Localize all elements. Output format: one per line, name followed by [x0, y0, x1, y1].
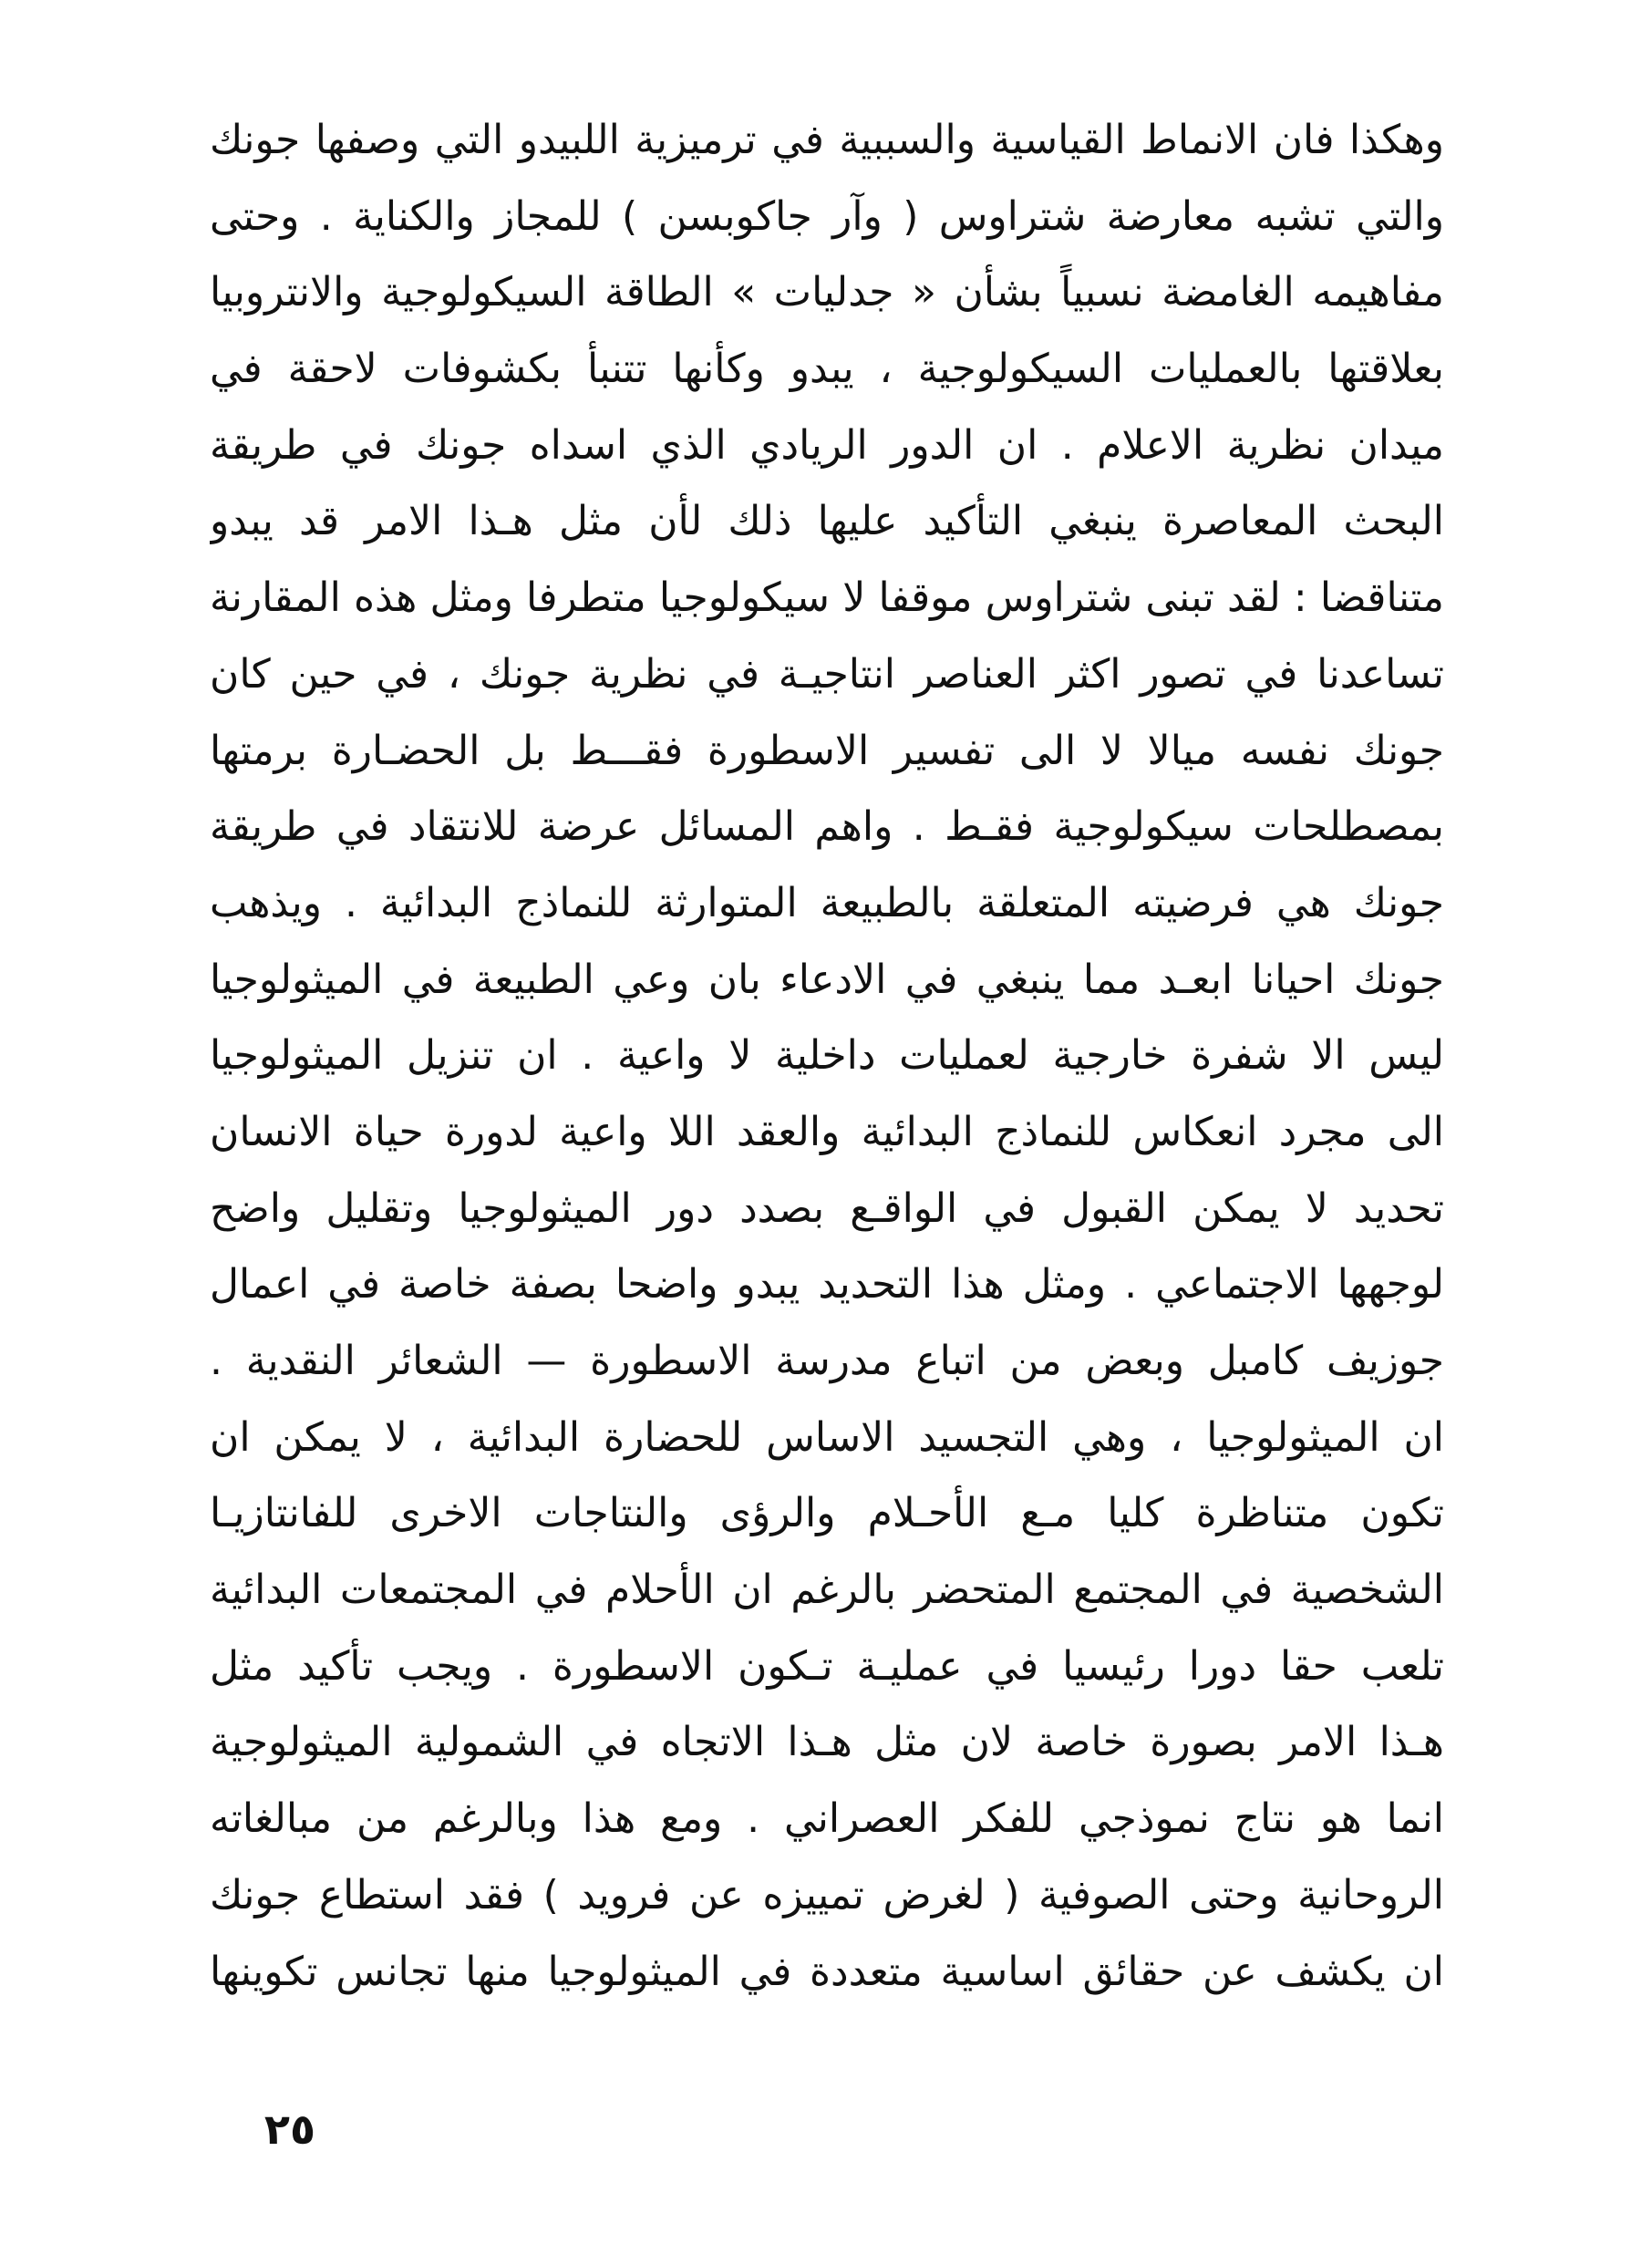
- text-line: جوزيف كامبل وبعض من اتباع مدرسة الاسطورة — الشعائر النقدية .: [210, 1338, 1444, 1384]
- text-line: لوجهها الاجتماعي . ومثل هذا التحديد يبدو واضحا بصفة خاصة في اعمال: [210, 1261, 1444, 1308]
- text-line: مفاهيمه الغامضة نسبياً بشأن « جدليات » الطاقة السيكولوجية والانتروبيا: [210, 269, 1444, 316]
- text-line: انما هو نتاج نموذجي للفكر العصراني . ومع هذا وبالرغم من مبالغاته: [210, 1795, 1444, 1843]
- text-line: والتي تشبه معارضة شتراوس ( وآر جاكوبسن ) للمجاز والكناية . وحتى: [210, 192, 1444, 240]
- text-line: البحث المعاصرة ينبغي التأكيد عليها ذلك لأن مثل هـذا الامر قد يبدو: [210, 498, 1444, 545]
- text-line: الى مجرد انعكاس للنماذج البدائية والعقد اللا واعية لدورة حياة الانسان: [210, 1108, 1444, 1155]
- body-text: [210, 102, 1444, 2010]
- text-line: الروحانية وحتى الصوفية ( لغرض تمييزه عن فرويد ) فقد استطاع جونك: [210, 1871, 1444, 1919]
- text-line: بمصطلحات سيكولوجية فقـط . واهم المسائل عرضة للانتقاد في طريقة: [210, 803, 1444, 851]
- text-line: ان الميثولوجيا ، وهي التجسيد الاساس للحضارة البدائية ، لا يمكن ان: [210, 1413, 1444, 1461]
- text-line: ميدان نظرية الاعلام . ان الدور الريادي الذي اسداه جونك في طريقة: [210, 421, 1444, 469]
- text-line: وهكذا فان الانماط القياسية والسببية في ترميزية اللبيدو التي وصفها جونك: [210, 117, 1444, 163]
- text-line: هـذا الامر بصورة خاصة لان مثل هـذا الاتجاه في الشمولية الميثولوجية: [210, 1719, 1444, 1766]
- page-number: ٢٥: [263, 2105, 316, 2154]
- text-line: جونك هي فرضيته المتعلقة بالطبيعة المتوارثة للنماذج البدائية . ويذهب: [210, 879, 1444, 926]
- text-line: تكون متناظرة كليا مـع الأحـلام والرؤى والنتاجات الاخرى للفانتازيـا: [210, 1490, 1444, 1537]
- text-line: تلعب حقا دورا رئيسيا في عمليـة تـكون الاسطورة . ويجب تأكيد مثل: [210, 1642, 1444, 1690]
- text-line: بعلاقتها بالعمليات السيكولوجية ، يبدو وكأنها تتنبأ بكشوفات لاحقة في: [210, 346, 1444, 393]
- text-line: ان يكشف عن حقائق اساسية متعددة في الميثولوجيا منها تجانس تكوينها: [210, 1948, 1444, 1995]
- text-line: الشخصية في المجتمع المتحضر بالرغم ان الأحلام في المجتمعات البدائية: [210, 1567, 1444, 1614]
- text-line: تساعدنا في تصور اكثر العناصر انتاجيـة في نظرية جونك ، في حين كان: [210, 650, 1444, 698]
- text-line: جونك نفسه ميالا لا الى تفسير الاسطورة فقـــط بل الحضـارة برمتها: [210, 727, 1444, 774]
- text-line: جونك احيانا ابعـد مما ينبغي في الادعاء بان وعي الطبيعة في الميثولوجيا: [210, 956, 1444, 1003]
- text-line: ليس الا شفرة خارجية لعمليات داخلية لا واعية . ان تنزيل الميثولوجيا: [210, 1032, 1444, 1080]
- text-line: متناقضا : لقد تبنى شتراوس موقفا لا سيكولوجيا متطرفا ومثل هذه المقارنة: [210, 574, 1444, 622]
- text-line: تحديد لا يمكن القبول في الواقـع بصدد دور الميثولوجيا وتقليل واضح: [210, 1184, 1444, 1232]
